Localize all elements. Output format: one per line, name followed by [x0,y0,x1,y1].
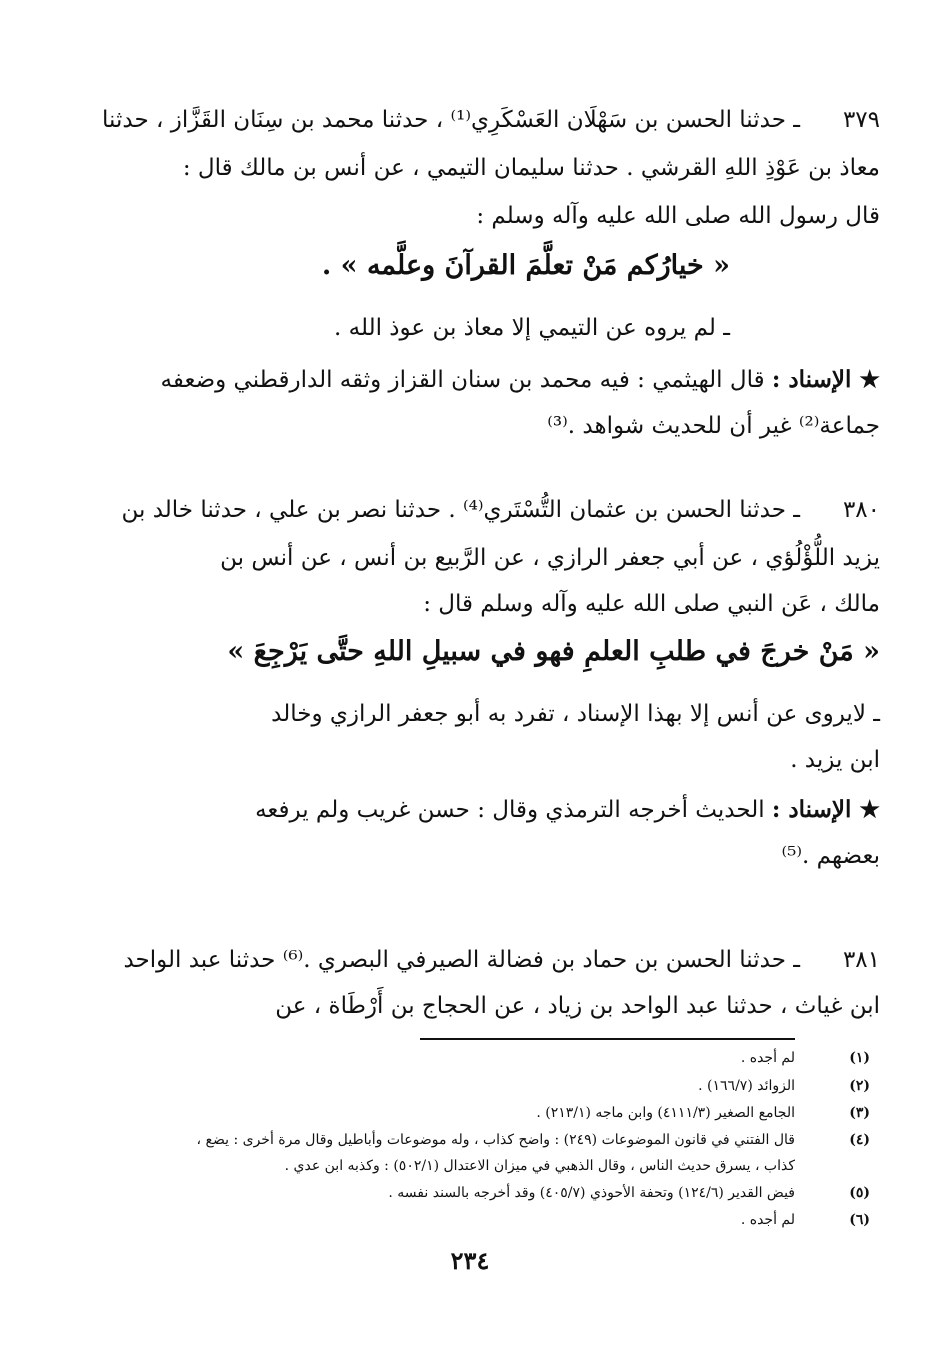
footnote-4 [50,1128,870,1153]
footnote-text: قال الفتني في قانون الموضوعات (٢٤٩) : واضح كذاب ، وله موضوعات وأباطيل وقال مرة أخرى : يضع ، [196,1132,795,1148]
footnote-number: (٢) [849,1078,870,1094]
entry-379-line-1 [50,100,880,140]
isnad-text: الحديث أخرجه الترمذي وقال : حسن غريب ولم يرفعه [255,797,765,823]
footnote-text: الزوائد (١٦٦/٧) . [698,1078,795,1094]
footnote-6 [50,1208,870,1233]
footnote-number: (٥) [849,1185,870,1201]
isnad-line-1 [50,360,880,400]
entry-text: ـ حدثنا الحسن بن حماد بن فضالة الصيرفي البصري .⁽⁶⁾ حدثنا عبد الواحد [123,947,800,973]
entry-number: ٣٨٠ [842,497,880,523]
footnote-number: (٣) [849,1105,870,1121]
hadith-quote: « مَنْ خرجَ في طلبِ العلمِ فهو في سبيلِ اللهِ حتَّى يَرْجِعَ » [227,636,880,667]
entry-381-line-1 [50,940,880,980]
entry-380-line-3: مالك ، عَن النبي صلى الله عليه وآله وسلم قال : [423,591,880,617]
footnote-number: (٦) [849,1212,870,1228]
page-number: ٢٣٤ [450,1246,490,1275]
footnote-number: (٤) [849,1132,870,1148]
footnote-1 [50,1046,870,1071]
entry-379-line-3: قال رسول الله صلى الله عليه وآله وسلم : [476,203,880,229]
entry-number: ٣٨١ [842,947,880,973]
footnote-text: لم أجده . [740,1212,795,1228]
footnote-4-continuation: كذاب ، يسرق حديث الناس ، وقال الذهبي في ميزان الاعتدال (٥٠٢/١) : وكذبه ابن عدي . [284,1158,795,1174]
hadith-quote: « خيارُكم مَنْ تعلَّمَ القرآنَ وعلَّمه » . [321,250,730,281]
footnote-3 [50,1101,870,1126]
entry-379-line-2: معاذ بن عَوْذِ اللهِ القرشي . حدثنا سليمان التيمي ، عن أنس بن مالك قال : [182,155,880,181]
isnad-label: ★ الإسناد : [771,366,880,393]
entry-note-line-2: ابن يزيد . [790,747,880,773]
entry-381-line-2: ابن غياث ، حدثنا عبد الواحد بن زياد ، عن الحجاج بن أَرْطَاة ، عن [275,993,880,1019]
entry-text: ـ حدثنا الحسن بن سَهْلَان العَسْكَرِي⁽¹⁾ ، حدثنا محمد بن سِنَان القَزَّاز ، حدثنا [102,107,800,133]
entry-note-line-1: ـ لايروى عن أنس إلا بهذا الإسناد ، تفرد به أبو جعفر الرازي وخالد [271,701,880,727]
entry-380-line-2: يزيد اللُّؤْلُؤي ، عن أبي جعفر الرازي ، عن الرَّبيع بن أنس ، عن أنس بن [220,545,880,571]
footnote-text: الجامع الصغير (٤١١١/٣) وابن ماجه (٢١٣/١) . [536,1105,795,1121]
isnad-label: ★ الإسناد : [771,796,880,823]
entry-text: ـ حدثنا الحسن بن عثمان التُّسْتَري⁽⁴⁾ . حدثنا نصر بن علي ، حدثنا خالد بن [121,497,800,523]
footnote-separator [420,1038,795,1040]
footnote-text: فيض القدير (١٢٤/٦) وتحفة الأحوذي (٤٠٥/٧) وقد أخرجه بالسند نفسه . [388,1185,795,1201]
entry-note: ـ لم يروه عن التيمي إلا معاذ بن عوذ الله . [334,315,730,341]
isnad-line-1 [50,790,880,830]
isnad-text: قال الهيثمي : فيه محمد بن سنان القزاز وثقه الدارقطني وضعفه [160,367,765,393]
footnote-5 [50,1181,870,1206]
isnad-line-2: بعضهم .⁽⁵⁾ [781,843,880,869]
isnad-line-2: جماعة⁽²⁾ غير أن للحديث شواهد .⁽³⁾ [547,413,880,439]
entry-number: ٣٧٩ [842,107,880,133]
entry-380-line-1 [50,490,880,530]
footnote-2 [50,1074,870,1099]
footnote-text: لم أجده . [740,1050,795,1066]
footnote-number: (١) [849,1050,870,1066]
